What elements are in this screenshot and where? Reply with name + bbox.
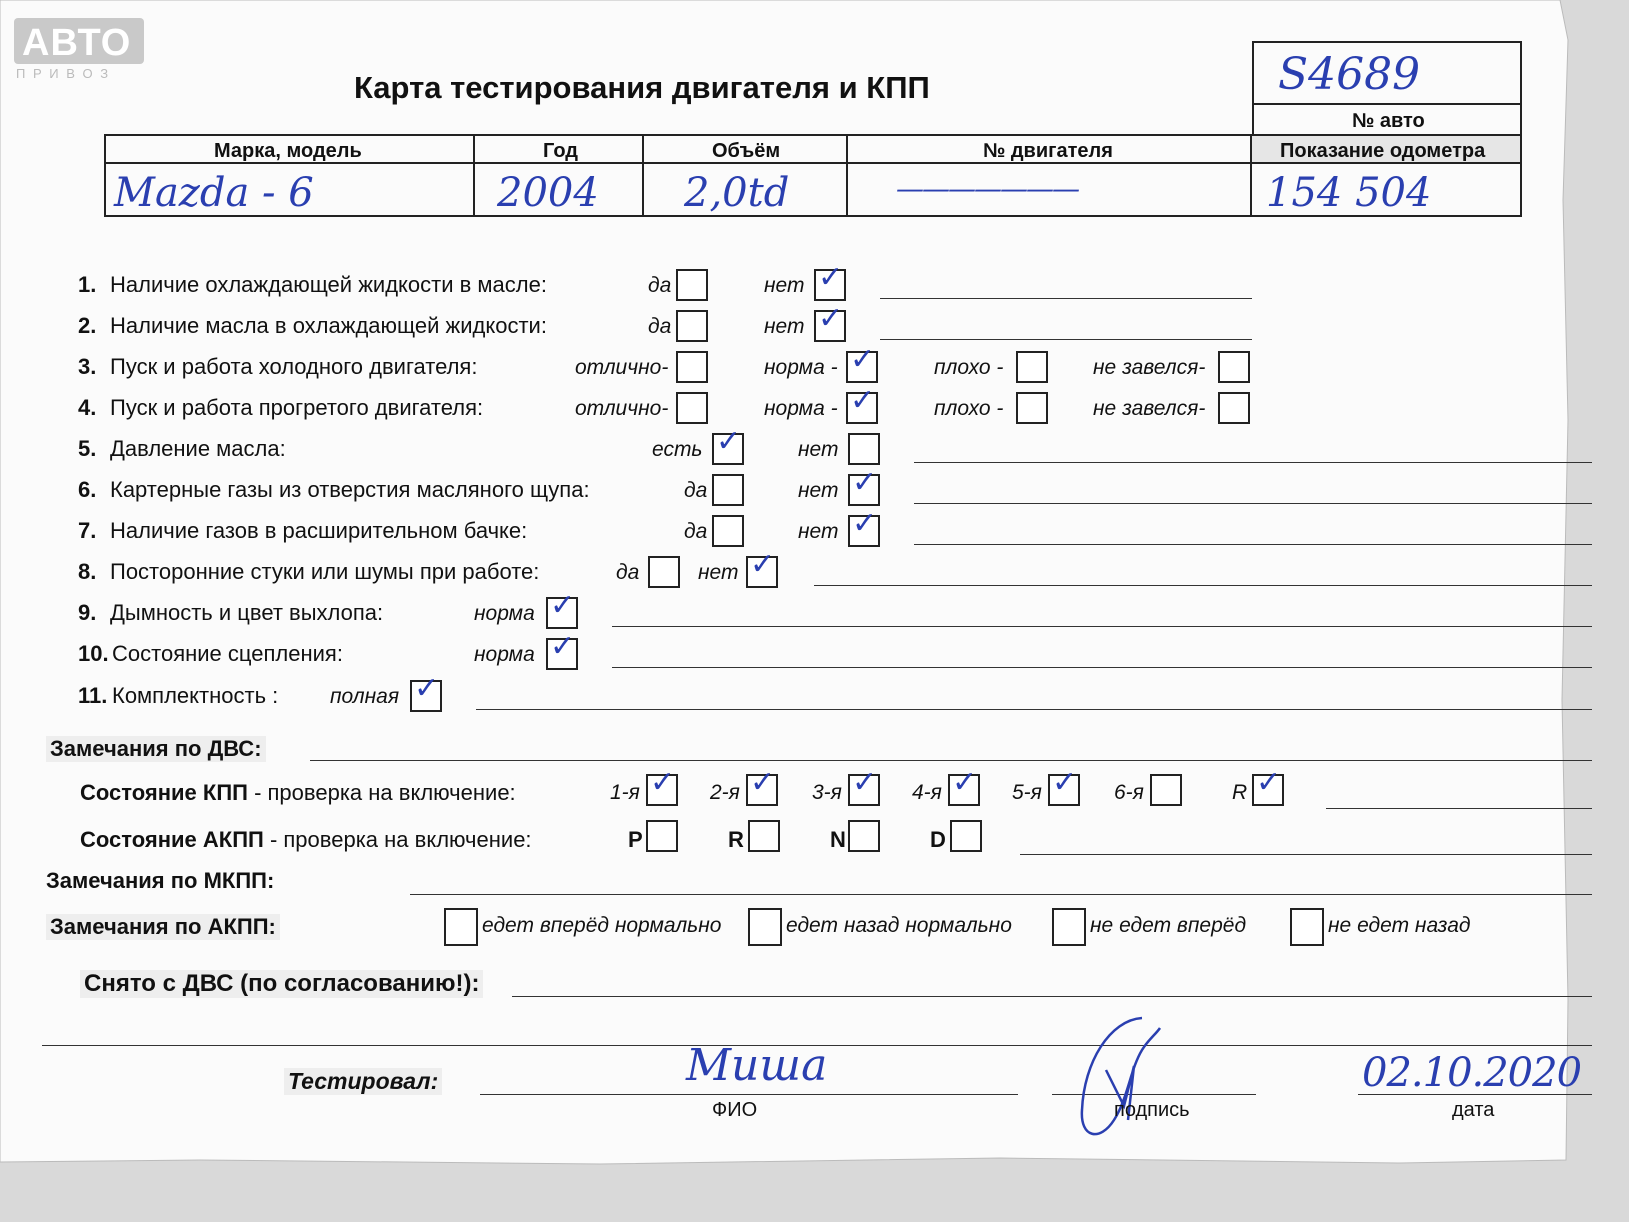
option-label: полная xyxy=(330,685,400,708)
checkbox-5-2[interactable] xyxy=(848,433,880,465)
checkbox-7-1[interactable] xyxy=(712,515,744,547)
checkmark-icon: ✓ xyxy=(852,765,878,800)
gear-checkbox-4[interactable] xyxy=(948,765,980,806)
volume-value: 2,0td xyxy=(684,170,790,216)
remark-line-9[interactable] xyxy=(612,626,1592,627)
checkbox-4-4[interactable] xyxy=(1218,392,1250,424)
name-caption: ФИО xyxy=(712,1099,758,1121)
checkmark-icon: ✓ xyxy=(1052,765,1078,800)
odometer-value: 154 504 xyxy=(1266,170,1432,216)
item-number: 4. xyxy=(78,395,97,420)
gear-label: 6-я xyxy=(1114,781,1144,804)
tested-label: Тестировал: xyxy=(284,1068,442,1095)
remarks-engine-label: Замечания по ДВС: xyxy=(46,736,266,762)
removed-label-bold: Снято с ДВС xyxy=(84,970,234,997)
checkmark-icon: ✓ xyxy=(852,506,878,541)
akpp-remarks-line[interactable] xyxy=(1020,854,1592,855)
auto-number-label-cell xyxy=(1252,103,1522,136)
remark-line-8[interactable] xyxy=(814,585,1592,586)
checkmark-icon: ✓ xyxy=(1256,765,1282,800)
item-question: Наличие охлаждающей жидкости в масле: xyxy=(110,272,547,297)
option-label: плохо - xyxy=(934,356,1004,379)
checkmark-icon: ✓ xyxy=(716,424,742,459)
akpp-remark-label: едет вперёд нормально xyxy=(482,914,722,937)
header-cell-odometer xyxy=(1250,134,1522,164)
gear-checkbox-3[interactable] xyxy=(848,765,880,806)
mode-label: R xyxy=(728,827,744,852)
remark-line-10[interactable] xyxy=(612,667,1592,668)
kpp-label-bold: Состояние КПП xyxy=(80,780,248,805)
option-label: отлично- xyxy=(575,356,669,379)
checkmark-icon: ✓ xyxy=(750,547,776,582)
gear-label: 3-я xyxy=(812,781,842,804)
checkmark-icon: ✓ xyxy=(414,671,440,706)
checkbox-2-1[interactable] xyxy=(676,310,708,342)
checkbox-1-2[interactable] xyxy=(814,260,846,301)
checkbox-5-1[interactable] xyxy=(712,424,744,465)
option-label: нет xyxy=(764,315,805,338)
akpp-label-bold: Состояние АКПП xyxy=(80,827,264,852)
header-cell-engine xyxy=(846,134,1252,164)
checkbox-3-1[interactable] xyxy=(676,351,708,383)
checkbox-10-1[interactable] xyxy=(546,629,578,670)
volume-label: Объём xyxy=(712,140,781,162)
option-label: плохо - xyxy=(934,397,1004,420)
item-number: 8. xyxy=(78,559,97,584)
item-number: 7. xyxy=(78,518,97,543)
auto-number-label: № авто xyxy=(1352,110,1425,132)
header-cell-volume xyxy=(642,134,848,164)
avtoprivoz-logo xyxy=(14,18,144,64)
kpp-label-rest: - проверка на включение: xyxy=(247,780,516,805)
year-value: 2004 xyxy=(497,170,599,216)
option-label: норма xyxy=(474,643,535,666)
item-question: Наличие масла в охлаждающей жидкости: xyxy=(110,313,547,338)
option-label: нет xyxy=(798,479,839,502)
item-number: 11. xyxy=(78,683,108,708)
item-number: 6. xyxy=(78,477,97,502)
remark-line-11[interactable] xyxy=(476,709,1592,710)
item-question: Пуск и работа холодного двигателя: xyxy=(110,354,478,379)
item-question: Посторонние стуки или шумы при работе: xyxy=(110,559,540,584)
option-label: есть xyxy=(652,438,703,461)
akpp-label-rest: - проверка на включение: xyxy=(263,827,532,852)
checkbox-8-1[interactable] xyxy=(648,556,680,588)
checkbox-9-1[interactable] xyxy=(546,588,578,629)
volume-field xyxy=(642,162,848,217)
mode-checkbox-D[interactable] xyxy=(950,820,982,852)
remark-line-5[interactable] xyxy=(914,462,1592,463)
kpp-remarks-line[interactable] xyxy=(1326,808,1592,809)
item-number: 2. xyxy=(78,313,97,338)
removed-label-rest: (по согласованию!): xyxy=(233,970,480,997)
gear-checkbox-1[interactable] xyxy=(646,765,678,806)
item-number: 5. xyxy=(78,436,97,461)
item-question: Картерные газы из отверстия масляного щупа: xyxy=(110,477,590,502)
akpp-remark-checkbox-1[interactable] xyxy=(444,908,478,946)
mode-checkbox-R[interactable] xyxy=(748,820,780,852)
gear-label: 5-я xyxy=(1012,781,1042,804)
make-model-field xyxy=(104,162,475,217)
make-model-label: Марка, модель xyxy=(214,140,362,162)
signature-caption: подпись xyxy=(1114,1099,1190,1121)
gear-label: 4-я xyxy=(912,781,942,804)
year-field xyxy=(473,162,644,217)
checkbox-4-3[interactable] xyxy=(1016,392,1048,424)
item-question: Состояние сцепления: xyxy=(112,641,343,666)
gear-label: R xyxy=(1232,781,1248,804)
test-date: 02.10.2020 xyxy=(1362,1050,1582,1096)
checkbox-8-2[interactable] xyxy=(746,547,778,588)
checkmark-icon: ✓ xyxy=(750,765,776,800)
option-label: нет xyxy=(698,561,739,584)
option-label: да xyxy=(684,479,708,502)
removed-label xyxy=(80,970,483,998)
checkmark-icon: ✓ xyxy=(650,765,676,800)
option-label: да xyxy=(616,561,640,584)
remark-line-2[interactable] xyxy=(880,339,1252,340)
logo-sub-text: П Р И В О З xyxy=(16,66,111,81)
mode-checkbox-N[interactable] xyxy=(848,820,880,852)
gear-checkbox-5[interactable] xyxy=(1048,765,1080,806)
gear-checkbox-2[interactable] xyxy=(746,765,778,806)
checkbox-3-2[interactable] xyxy=(846,342,878,383)
checkmark-icon: ✓ xyxy=(818,260,844,295)
make-model-value: Mazda - 6 xyxy=(114,170,314,216)
logo-main-text: АВТО xyxy=(22,22,132,64)
removed-line[interactable] xyxy=(512,996,1592,997)
engine-no-field xyxy=(846,162,1252,217)
remark-line-1[interactable] xyxy=(880,298,1252,299)
akpp-remark-checkbox-4[interactable] xyxy=(1290,908,1324,946)
checkbox-3-4[interactable] xyxy=(1218,351,1250,383)
header-cell-year xyxy=(473,134,644,164)
header-cell-make xyxy=(104,134,475,164)
checkmark-icon: ✓ xyxy=(550,588,576,623)
name-line[interactable] xyxy=(480,1094,1018,1095)
item-question: Пуск и работа прогретого двигателя: xyxy=(110,395,484,420)
akpp-remark-checkbox-2[interactable] xyxy=(748,908,782,946)
odometer-label: Показание одометра xyxy=(1280,140,1486,162)
checkmark-icon: ✓ xyxy=(550,629,576,664)
checkbox-6-1[interactable] xyxy=(712,474,744,506)
item-question: Комплектность : xyxy=(112,683,279,708)
mode-label: D xyxy=(930,827,946,852)
auto-number-value: S4689 xyxy=(1278,49,1421,100)
option-label: норма xyxy=(474,602,535,625)
mode-checkbox-P[interactable] xyxy=(646,820,678,852)
checkbox-4-1[interactable] xyxy=(676,392,708,424)
akpp-remark-label: едет назад нормально xyxy=(786,914,1012,937)
option-label: норма - xyxy=(764,397,838,420)
option-label: нет xyxy=(798,520,839,543)
kpp-label xyxy=(80,782,516,804)
item-question: Наличие газов в расширительном бачке: xyxy=(110,518,528,543)
checkbox-11-1[interactable] xyxy=(410,671,442,712)
akpp-remark-checkbox-3[interactable] xyxy=(1052,908,1086,946)
form-title: Карта тестирования двигателя и КПП xyxy=(354,70,930,105)
checkmark-icon: ✓ xyxy=(852,465,878,500)
item-number: 3. xyxy=(78,354,97,379)
option-label: нет xyxy=(764,274,805,297)
checkbox-6-2[interactable] xyxy=(848,465,880,506)
option-label: да xyxy=(648,274,672,297)
remark-line-7[interactable] xyxy=(914,544,1592,545)
remarks-engine-line[interactable] xyxy=(310,760,1592,761)
akpp-label xyxy=(80,829,532,851)
odometer-field xyxy=(1250,162,1522,217)
option-label: норма - xyxy=(764,356,838,379)
year-label: Год xyxy=(543,140,578,162)
item-number: 9. xyxy=(78,600,97,625)
checkmark-icon: ✓ xyxy=(818,301,844,336)
mode-label: N xyxy=(830,827,846,852)
option-label: нет xyxy=(798,438,839,461)
engine-no-label: № двигателя xyxy=(983,140,1113,162)
option-label: отлично- xyxy=(575,397,669,420)
remarks-akpp-label: Замечания по АКПП: xyxy=(46,914,280,940)
date-caption: дата xyxy=(1452,1099,1495,1121)
checkbox-7-2[interactable] xyxy=(848,506,880,547)
option-label: не завелся- xyxy=(1093,397,1206,420)
signature-scribble xyxy=(1070,1010,1180,1145)
remark-line-6[interactable] xyxy=(914,503,1592,504)
checkmark-icon: ✓ xyxy=(850,383,876,418)
checkbox-1-1[interactable] xyxy=(676,269,708,301)
item-number: 1. xyxy=(78,272,97,297)
item-number: 10. xyxy=(78,641,109,666)
gear-checkbox-7[interactable] xyxy=(1252,765,1284,806)
gear-label: 2-я xyxy=(710,781,740,804)
checkmark-icon: ✓ xyxy=(952,765,978,800)
remarks-mkpp-line[interactable] xyxy=(410,894,1592,895)
checkbox-2-2[interactable] xyxy=(814,301,846,342)
tester-name: Миша xyxy=(686,1040,828,1091)
gear-label: 1-я xyxy=(610,781,640,804)
option-label: не завелся- xyxy=(1093,356,1206,379)
item-question: Давление масла: xyxy=(110,436,286,461)
option-label: да xyxy=(684,520,708,543)
engine-no-value: ——————— xyxy=(896,172,1078,205)
akpp-remark-label: не едет назад xyxy=(1328,914,1471,937)
remarks-mkpp-label: Замечания по МКПП: xyxy=(46,868,275,893)
checkmark-icon: ✓ xyxy=(850,342,876,377)
akpp-remark-label: не едет вперёд xyxy=(1090,914,1247,937)
checkbox-3-3[interactable] xyxy=(1016,351,1048,383)
item-question: Дымность и цвет выхлопа: xyxy=(110,600,384,625)
option-label: да xyxy=(648,315,672,338)
checkbox-4-2[interactable] xyxy=(846,383,878,424)
mode-label: P xyxy=(628,827,643,852)
gear-checkbox-6[interactable] xyxy=(1150,774,1182,806)
auto-number-box xyxy=(1252,41,1522,105)
